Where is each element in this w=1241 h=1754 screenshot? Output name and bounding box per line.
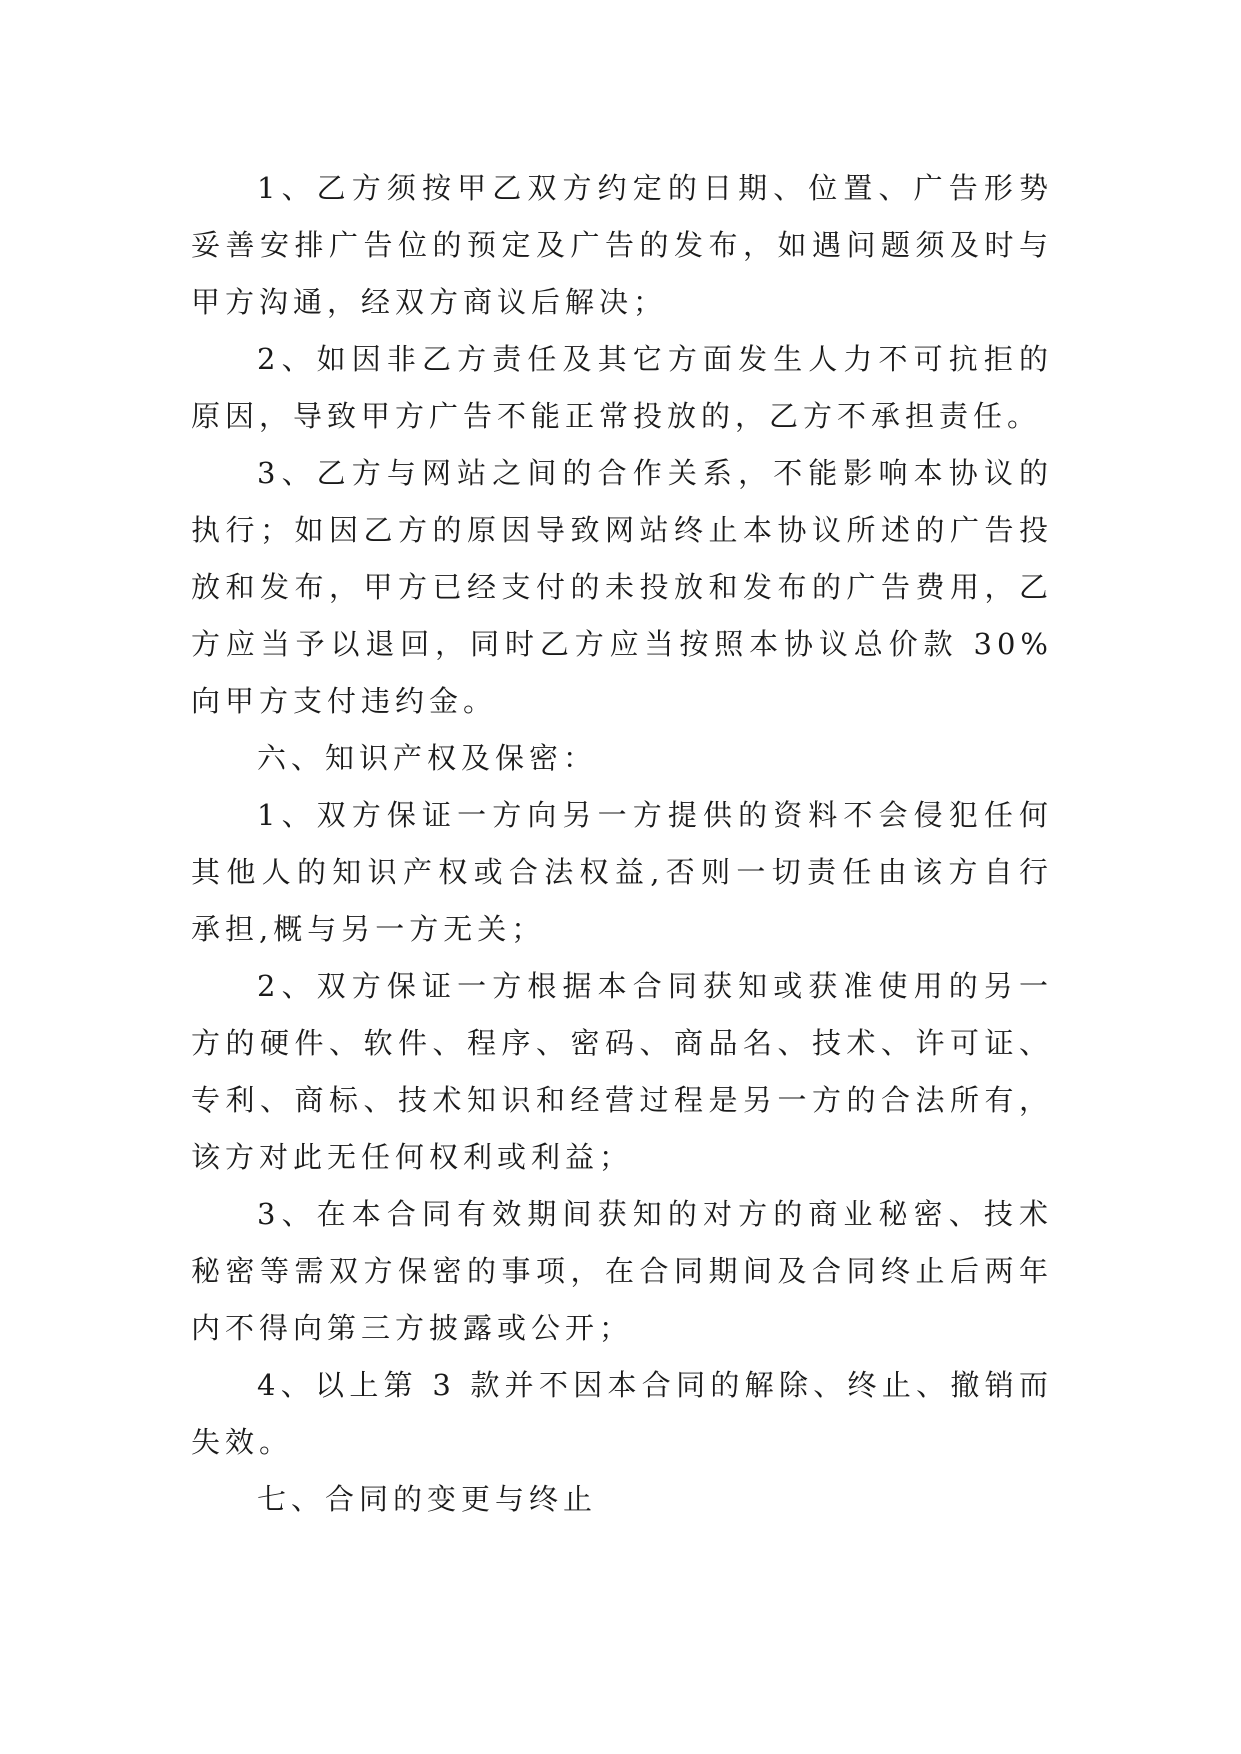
clause-5-item-3: 3、乙方与网站之间的合作关系，不能影响本协议的执行；如因乙方的原因导致网站终止本协议所述的广告投放和发布，甲方已经支付的未投放和发布的广告费用，乙方应当予以退回，同时乙方应当按照本协议总价款 30%向甲方支付违约金。 (191, 456, 1053, 718)
clause-6-item-2: 2、双方保证一方根据本合同获知或获准使用的另一方的硬件、软件、程序、密码、商品名、技术、许可证、专利、商标、技术知识和经营过程是另一方的合法所有，该方对此无任何权利或利益； (191, 969, 1053, 1174)
document-body (191, 160, 1053, 1528)
clause-6-item-1: 1、双方保证一方向另一方提供的资料不会侵犯任何其他人的知识产权或合法权益,否则一切责任由该方自行承担,概与另一方无关； (191, 798, 1053, 946)
clause-6-item-3: 3、在本合同有效期间获知的对方的商业秘密、技术秘密等需双方保密的事项，在合同期间及合同终止后两年内不得向第三方披露或公开； (191, 1197, 1053, 1345)
section-heading-contract-change: 七、合同的变更与终止 (257, 1482, 598, 1516)
clause-5-item-2: 2、如因非乙方责任及其它方面发生人力不可抗拒的原因，导致甲方广告不能正常投放的，乙方不承担责任。 (191, 342, 1053, 433)
clause-6-item-4: 4、以上第 3 款并不因本合同的解除、终止、撤销而失效。 (191, 1368, 1053, 1459)
section-heading-ip-confidentiality: 六、知识产权及保密： (257, 741, 598, 775)
clause-5-item-1: 1、乙方须按甲乙双方约定的日期、位置、广告形势妥善安排广告位的预定及广告的发布，如遇问题须及时与甲方沟通，经双方商议后解决； (191, 171, 1053, 319)
